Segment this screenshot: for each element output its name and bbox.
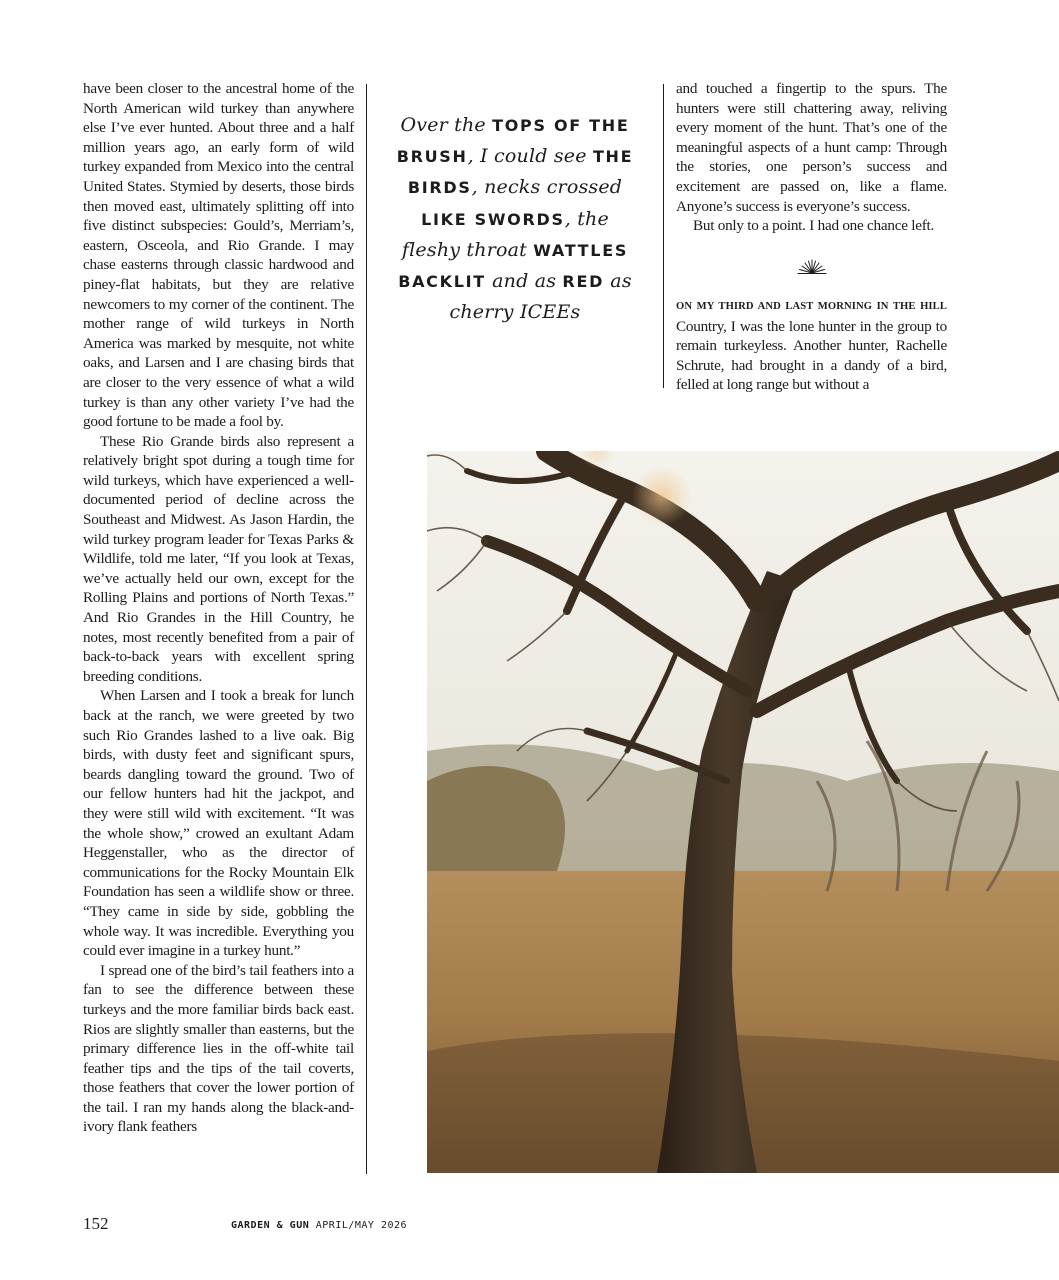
page-number: 152	[83, 1214, 109, 1233]
article-paragraph	[676, 295, 947, 395]
pull-quote-emphasis: TOPS OF THE BRUSH	[396, 116, 630, 167]
issue-date: APRIL/MAY 2026	[309, 1220, 408, 1231]
article-paragraph: These Rio Grande birds also represent a relatively bright spot during a tough time for wild turkeys, which have experienced a well-documented period of decline across the Southeast and Midwest. As Jason Hardin, the wild turkey program leader for Texas Parks & Wildlife, told me later, “If you look at Texas, we’ve actually held our own, except for the Rolling Plains and portions of North Texas.” And Rio Grandes in the Hill Country, he notes, most recently benefited from a pair of back-to-back years with excellent spring breeding conditions.	[83, 432, 354, 685]
pull-quote-emphasis: WATTLES BACKLIT	[398, 240, 629, 292]
pull-quote-text: , I could see	[467, 145, 593, 168]
article-section	[676, 295, 947, 395]
pull-quote	[396, 110, 634, 328]
pull-quote-emphasis: THE BIRDS	[407, 147, 634, 198]
article-paragraph: and touched a fingertip to the spurs. The hunters were still chattering away, reliving every moment of the hunt. That’s one of the meaningful aspects of a hunt camp: Through the stories, one person’s success and excitement are passed on, like a flame. Anyone’s success is everyone’s success.	[676, 80, 947, 215]
article-paragraph: have been closer to the ancestral home of the North American wild turkey than anywhere else I’ve ever hunted. About three and a half million years ago, an early form of wild turkey expanded from Mexico into the central United States. Stymied by deserts, those birds then moved east, ultimately splitting off into five distinct subspecies: Gould’s, Merriam’s, eastern, Osceola, and Rio Grande. I may chase easterns through classic hardwood and piney-flat habitats, but they are relative newcomers to my corner of the continent. The mother range of wild turkeys in North America was marked by mesquite, not white oaks, and Larsen and I are chasing birds that are closer to the very essence of what a wild turkey is than any other variety I’ve had the good fortune to be made a fool by.	[83, 80, 354, 431]
column-rule-right	[663, 84, 664, 388]
pull-quote-emphasis: LIKE SWORDS	[421, 209, 565, 229]
section-text: Country, I was the lone hunter in the group to remain turkeyless. Another hunter, Rachelle Schrute, had brought in a dandy of a bird, felled at long range but without a	[676, 317, 947, 394]
article-paragraph: I spread one of the bird’s tail feathers into a fan to see the difference between these turkeys and the more familiar birds back east. Rios are slightly smaller than easterns, but the primary difference lies in the off-white tail feather tips and the tips of the tail coverts, those feathers that cover the lower portion of the tail. I ran my hands along the black-and-ivory flank feathers	[83, 961, 354, 1136]
pull-quote-text: Over the	[400, 114, 493, 136]
oak-tree-photo	[427, 451, 1059, 1173]
column-rule-left	[366, 84, 367, 1174]
publication-name: GARDEN & GUN	[231, 1220, 310, 1231]
pull-quote-text: as cherry ICEEs	[449, 270, 632, 324]
article-paragraph: When Larsen and I took a break for lunch back at the ranch, we were greeted by two such Rio Grandes lashed to a live oak. Big birds, with dusty feet and significant spurs, beards dangling toward the ground. Two of our fellow hunters had hit the jackpot, and they were still wild with excitement. “It was the whole show,” crowed an exultant Adam Heggenstaller, who as the director of communications for the Rocky Mountain Elk Foundation has seen a wildlife show or three. “They came in side by side, gobbling the whole way. It was incredible. Everything you could ever imagine in a turkey hunt.”	[83, 687, 354, 960]
article-paragraph: But only to a point. I had one chance left.	[693, 217, 935, 235]
sunburst-ornament-icon	[796, 258, 828, 276]
pull-quote-text: , the fleshy throat	[401, 207, 609, 261]
pull-quote-text: , necks crossed	[471, 176, 623, 199]
article-column-left	[83, 79, 354, 1137]
pull-quote-text: and as	[485, 270, 563, 293]
pull-quote-emphasis: RED	[562, 272, 605, 292]
article-column-right	[676, 79, 947, 236]
footer-masthead	[231, 1220, 407, 1231]
section-lead-in: ON MY THIRD AND LAST MORNING IN THE HILL	[676, 301, 947, 312]
